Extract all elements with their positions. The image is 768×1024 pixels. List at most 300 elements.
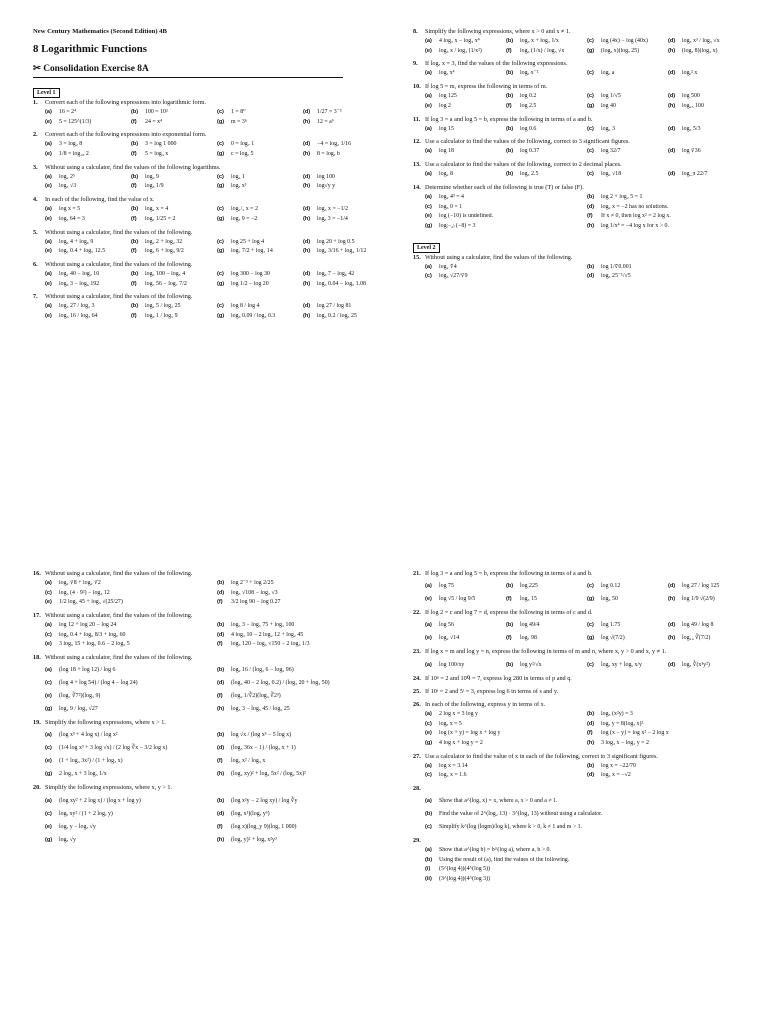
question-part <box>506 38 587 46</box>
question-part <box>587 213 749 221</box>
part-expression: log₂ ∜4 <box>439 263 457 270</box>
part-expression: log 0.6 <box>520 125 537 132</box>
question-number: 8. <box>413 28 418 35</box>
question-part <box>587 264 749 272</box>
part-label: (g) <box>217 118 225 125</box>
question-part <box>425 796 749 806</box>
question-part <box>587 581 668 591</box>
part-expression: log₅ x = −√2 <box>601 772 631 779</box>
question-18 <box>33 654 389 714</box>
question-part <box>425 581 506 591</box>
question-number: 4. <box>33 196 38 204</box>
part-expression: m = 3ⁿ <box>231 118 247 125</box>
part-expression: log₅ 0.2 / log₅ 25 <box>317 312 357 319</box>
part-expression: log 0.12 <box>601 583 621 590</box>
question-header <box>413 83 749 91</box>
part-label: (a) <box>425 622 432 629</box>
question-list <box>33 570 389 845</box>
question-29 <box>413 837 749 884</box>
question-header <box>413 753 749 761</box>
question-parts <box>425 169 749 179</box>
part-label: (b) <box>425 856 433 863</box>
question-part <box>425 876 749 884</box>
column-bottom-right <box>413 512 749 1024</box>
part-label: (d) <box>303 303 311 310</box>
question-part <box>668 70 749 78</box>
part-expression: log 12 + log 20 − log 24 <box>59 621 117 628</box>
part-expression: log₃ 50 <box>601 596 618 603</box>
question-header <box>413 60 749 68</box>
part-label: (d) <box>668 93 676 100</box>
question-number: 16. <box>33 570 41 577</box>
question-text: Simplify the following expressions, where x > 1. <box>45 719 166 727</box>
question-parts <box>425 262 749 281</box>
part-label: (b) <box>506 93 514 100</box>
question-part <box>45 704 217 714</box>
part-label: (a) <box>425 125 432 132</box>
part-expression: log 2⁻³ + log 2/25 <box>231 580 274 586</box>
part-label: (b) <box>506 171 514 178</box>
part-label: (c) <box>45 745 52 752</box>
question-text: If 10ˢ = 2 and 5ᵗ = 3, express log 6 in terms of s and y. <box>425 687 559 695</box>
part-expression: log₅ 0.04 − log₅ 1.08 <box>317 280 366 287</box>
divider <box>33 77 343 78</box>
question-part <box>506 581 587 591</box>
question-text <box>425 837 749 845</box>
part-expression: log₇ 7/2 + log₇ 14 <box>231 248 273 255</box>
question-part <box>303 119 389 127</box>
part-expression: log 15 <box>439 125 454 132</box>
part-label: (d) <box>668 583 676 590</box>
question-part <box>45 756 217 766</box>
part-expression: log 100 <box>317 173 335 180</box>
exercise-title: ✂ Consolidation Exercise 8A <box>33 64 149 74</box>
question-part <box>303 183 389 191</box>
question-part <box>45 303 131 311</box>
question-part <box>45 678 217 688</box>
question-part <box>217 151 303 159</box>
question-part <box>217 835 389 845</box>
question-part <box>425 866 749 874</box>
part-expression: log₃ 27 / log₂ 3 <box>59 303 95 310</box>
part-label: (c) <box>587 622 594 629</box>
question-part <box>506 148 587 156</box>
part-expression: log₃ 16 / log₃ 64 <box>59 312 98 319</box>
question-part <box>303 206 389 214</box>
part-expression: log₅ 0.4 + log₅ 12.5 <box>59 248 106 255</box>
question-part <box>45 183 131 191</box>
part-expression: log 49 / log 8 <box>682 622 714 629</box>
part-label: (b) <box>131 173 139 180</box>
question-text: If log 5 = m, express the following in terms of m. <box>425 83 548 91</box>
question-part <box>45 691 217 701</box>
part-expression: log 40 <box>601 102 616 109</box>
question-text: Without using a calculator, find the values of the following. <box>425 253 573 261</box>
question-number: 3. <box>33 163 38 171</box>
question-10 <box>413 83 749 110</box>
part-label: (a) <box>425 148 432 155</box>
part-expression: (logₓ 8)(log₂ x) <box>682 47 718 54</box>
part-expression: 24 = x⁴ <box>145 118 163 125</box>
question-part <box>131 281 217 289</box>
part-label: (e) <box>45 823 52 830</box>
part-expression: log ∛36 <box>682 148 701 155</box>
question-9 <box>413 60 749 78</box>
book-title: New Century Mathematics (Second Edition) 4B <box>33 28 167 35</box>
part-expression: 8 = logₐ b <box>317 150 340 157</box>
question-part <box>425 126 506 134</box>
question-6 <box>33 261 389 288</box>
part-expression: log (x + y) = log x + log y <box>439 730 501 737</box>
question-part <box>45 665 217 675</box>
part-expression: log₇ 98 <box>520 635 537 642</box>
part-expression: log₆ 7 − log₆ 42 <box>317 270 355 277</box>
question-part <box>587 633 668 643</box>
part-expression: log 1/x⁴ = −4 log x for x > 0. <box>601 222 669 229</box>
part-expression: 0 = log₇ 1 <box>231 141 255 148</box>
question-part <box>45 622 217 630</box>
question-part <box>45 239 131 247</box>
question-part <box>587 730 749 738</box>
part-label: (e) <box>425 635 432 642</box>
part-expression: logₓ 3 = −1/4 <box>317 215 348 222</box>
part-label: (b) <box>217 667 225 674</box>
part-label: (h) <box>303 248 311 255</box>
part-expression: log₃ 6 + log₃ 9/2 <box>145 248 184 255</box>
question-part <box>45 206 131 214</box>
part-label: (a) <box>45 270 52 277</box>
question-part <box>425 48 506 56</box>
part-label: (d) <box>668 171 676 178</box>
question-14 <box>413 184 749 231</box>
question-header <box>33 229 389 237</box>
part-expression: logₓ 1/25 = 2 <box>145 215 176 222</box>
question-part <box>217 822 389 832</box>
question-number: 18. <box>33 653 41 661</box>
question-part <box>587 772 749 780</box>
question-part <box>668 38 749 46</box>
question-part <box>425 171 506 179</box>
part-label: (a) <box>45 173 52 180</box>
part-label: (b) <box>425 811 433 818</box>
question-number: 20. <box>33 784 41 792</box>
part-expression: 3 = log₂ 8 <box>59 141 83 148</box>
part-label: (h) <box>668 47 676 54</box>
part-expression: log₂ ∛8 + log₂ ∛2 <box>59 580 101 586</box>
part-expression: logᵧ xy² / (1 + 2 logᵧ y) <box>59 810 113 817</box>
part-label: (a) <box>425 711 432 718</box>
question-27 <box>413 753 749 780</box>
part-expression: log₅ x = 1.6 <box>439 772 467 779</box>
part-expression: log 225 <box>520 583 538 590</box>
question-part <box>587 204 749 212</box>
part-expression: log₁₄ ∛(7/2) <box>682 635 711 642</box>
page-bottom <box>0 512 768 1024</box>
question-text: Determine whether each of the following is true (T) or false (F). <box>425 183 584 191</box>
question-parts <box>425 709 749 747</box>
part-label: (b) <box>506 583 514 590</box>
part-expression: log 49/4 <box>520 622 540 629</box>
part-label: (f) <box>587 213 593 220</box>
question-part <box>45 796 217 806</box>
part-expression: logₓ ∛(x³y²) <box>682 661 710 668</box>
part-expression: log√y y <box>317 183 336 190</box>
question-number: 1. <box>33 99 38 106</box>
question-parts <box>45 662 389 714</box>
part-expression: log (−10) is undefined. <box>439 213 494 220</box>
question-part <box>587 740 749 748</box>
question-part <box>506 660 587 670</box>
question-15 <box>413 254 749 281</box>
question-part <box>668 171 749 179</box>
question-part <box>587 273 749 281</box>
question-part <box>506 594 587 604</box>
question-part <box>303 216 389 224</box>
part-expression: log₂ x = −2 has no solutions. <box>601 203 669 210</box>
part-label: (a) <box>425 661 432 668</box>
question-part <box>587 763 749 771</box>
part-expression: log₃ (1/x) / log₃ √x <box>520 47 565 54</box>
question-part <box>425 857 749 865</box>
part-label: (h) <box>303 150 311 157</box>
part-label: (a) <box>425 193 432 200</box>
question-part <box>506 70 587 78</box>
question-part <box>425 38 506 46</box>
question-part <box>303 313 389 321</box>
question-header <box>33 570 389 578</box>
question-parts <box>425 36 749 55</box>
part-label: (a) <box>45 141 52 148</box>
part-label: (h) <box>303 312 311 319</box>
part-label: (h) <box>303 183 311 190</box>
part-label: (d) <box>217 745 225 752</box>
part-expression: log₅ 3 − log₅ 75 + log₅ 100 <box>231 621 295 628</box>
part-label: (f) <box>131 118 137 125</box>
question-parts <box>425 192 749 230</box>
part-expression: log 1/2 − log 20 <box>231 280 269 287</box>
part-label: (d) <box>587 273 595 280</box>
question-part <box>425 70 506 78</box>
part-label: (e) <box>425 730 432 737</box>
part-expression: 12 = aᵇ <box>317 118 334 125</box>
part-expression: log₂ 16 / (log₂ 6 − log₂ 96) <box>231 667 294 674</box>
part-expression: log₆ 3 − log₆ 192 <box>59 280 100 287</box>
question-part <box>425 721 587 729</box>
part-expression: log 0.37 <box>520 148 540 155</box>
question-part <box>587 93 668 101</box>
question-part <box>425 194 587 202</box>
part-expression: log₂ 2⁵ <box>59 173 76 180</box>
question-part <box>45 141 131 149</box>
part-label: (g) <box>45 771 53 778</box>
part-expression: Using the result of (a), find the values of the following. <box>439 856 570 863</box>
part-expression: (3^(log 4))(4^(log 3)) <box>439 875 491 882</box>
part-label: (d) <box>587 203 595 210</box>
question-part <box>217 313 303 321</box>
part-label: (g) <box>217 183 225 190</box>
part-expression: −4 = log₂ 1/16 <box>317 141 352 148</box>
question-part <box>506 633 587 643</box>
part-label: (h) <box>303 118 311 125</box>
part-expression: 4 log₂ 10 − 2 log₂ 12 + log₂ 45 <box>231 631 304 638</box>
part-expression: log √5 / log 9/5 <box>439 596 476 603</box>
part-expression: 1/8 = log₁₆ 2 <box>59 150 89 157</box>
part-expression: 5 = 125^(1/3) <box>59 118 92 125</box>
part-label: (f) <box>131 183 137 190</box>
part-label: (e) <box>45 215 52 222</box>
question-text: Use a calculator to find the value of x in each of the following, correct to 3 significant figures. <box>425 752 658 760</box>
part-label: (g) <box>45 836 53 843</box>
part-label: (b) <box>131 238 139 245</box>
question-number: 24. <box>413 674 421 682</box>
part-expression: (log₃ 40 − 2 log₃ 0.2) / (log₃ 20 + log₃ 50) <box>231 680 330 687</box>
part-expression: log₃ √27/∛9 <box>439 273 468 280</box>
part-label: (f) <box>587 730 593 737</box>
part-expression: log₂ 40 − log₂ 10 <box>59 270 100 277</box>
part-expression: log 2 <box>439 102 451 109</box>
part-expression: log 2.5 <box>520 102 537 109</box>
question-part <box>45 809 217 819</box>
question-number: 2. <box>33 131 38 139</box>
part-label: (d) <box>303 206 311 213</box>
question-part <box>587 70 668 78</box>
part-expression: log 25 + log 4 <box>231 238 265 245</box>
part-expression: logₓ x³ <box>231 183 247 190</box>
question-parts <box>425 793 749 832</box>
part-expression: log 1/∜0.001 <box>601 263 632 270</box>
part-label: (e) <box>45 312 52 319</box>
question-text: Simplify the following expressions, where x > 0 and x ≠ 1. <box>425 28 571 35</box>
question-part <box>425 847 749 855</box>
part-label: (e) <box>45 758 52 765</box>
part-label: (h) <box>668 635 676 642</box>
part-label: (b) <box>217 797 225 804</box>
part-expression: log₄ 1 <box>231 173 245 180</box>
part-expression: 3 log₂ x − log₂ y = 2 <box>601 739 649 746</box>
part-label: (c) <box>45 680 52 687</box>
question-part <box>303 109 389 117</box>
question-4 <box>33 196 389 223</box>
part-expression: (5^(log 4))(4^(log 5)) <box>439 866 491 873</box>
part-expression: log₃ 2.5 <box>520 171 539 178</box>
part-expression: log₃ 9 <box>145 173 159 180</box>
part-label: (e) <box>425 47 432 54</box>
part-expression: (logᵧ x²)(logₓ y³) <box>231 810 270 817</box>
question-part <box>303 271 389 279</box>
question-part <box>425 660 506 670</box>
question-part <box>506 48 587 56</box>
part-label: (d) <box>303 270 311 277</box>
part-label: (a) <box>45 621 52 628</box>
question-text: Without using a calculator, find the values of the following. <box>45 653 193 661</box>
question-part <box>217 183 303 191</box>
question-part <box>587 171 668 179</box>
part-expression: log x = −22/70 <box>601 762 636 769</box>
question-part <box>587 594 668 604</box>
question-parts <box>45 107 389 126</box>
part-label: (d) <box>587 720 595 727</box>
question-text: Without using a calculator, find the values of the following. <box>45 228 193 236</box>
part-label: (d) <box>217 680 225 687</box>
question-part <box>217 248 303 256</box>
part-label: (b) <box>217 732 225 739</box>
part-label: (g) <box>45 706 53 713</box>
question-part <box>131 206 217 214</box>
question-part <box>131 271 217 279</box>
question-part <box>425 213 587 221</box>
part-label: (c) <box>587 125 594 132</box>
part-label: (b) <box>131 270 139 277</box>
part-label: (d) <box>303 109 311 115</box>
question-part <box>587 194 749 202</box>
part-expression: log 100/xy <box>439 661 465 668</box>
question-part <box>303 239 389 247</box>
part-label: (c) <box>425 273 432 280</box>
part-expression: log y²/√x <box>520 661 542 668</box>
question-part <box>425 223 587 231</box>
part-expression: log 75 <box>439 583 454 590</box>
question-part <box>217 632 389 640</box>
question-part <box>425 763 587 771</box>
part-label: (b) <box>131 109 139 115</box>
question-text: Without using a calculator, find the values of the following. <box>45 570 193 577</box>
part-expression: logₐ² x <box>682 70 698 77</box>
part-expression: log₄ 3/16 + log₄ 1/12 <box>317 248 367 255</box>
question-8 <box>413 28 749 55</box>
part-label: (c) <box>425 824 432 831</box>
question-number: 17. <box>33 611 41 619</box>
question-24 <box>413 675 749 683</box>
part-expression: log₃ 1 / log₅ 9 <box>145 312 178 319</box>
question-text: In each of the following, express y in terms of x. <box>425 701 546 709</box>
question-part <box>303 248 389 256</box>
part-expression: log₃ √108 − log₃ √3 <box>231 589 278 596</box>
part-expression: 100 = 10² <box>145 109 168 115</box>
question-part <box>45 730 217 740</box>
question-header <box>413 837 749 845</box>
question-number: 7. <box>33 293 38 301</box>
part-label: (g) <box>587 635 595 642</box>
part-expression: Find the value of 2^(log₂ 13) · 3^(log₃ 13) without using a calculator. <box>439 811 603 818</box>
part-label: (g) <box>425 739 433 746</box>
part-label: (c) <box>425 772 432 779</box>
part-label: (d) <box>217 589 225 596</box>
part-expression: log 20 + log 0.5 <box>317 238 355 245</box>
part-label: (a) <box>425 38 432 44</box>
question-parts <box>425 578 749 604</box>
part-label: (h) <box>217 706 225 713</box>
part-label: (c) <box>587 38 594 44</box>
part-label: (g) <box>587 596 595 603</box>
part-label: (h) <box>668 102 676 109</box>
question-header <box>413 28 749 36</box>
question-part <box>217 691 389 701</box>
question-part <box>131 239 217 247</box>
part-label: (c) <box>587 148 594 155</box>
part-label: (e) <box>45 248 52 255</box>
question-text: Convert each of the following expressions into exponential form. <box>45 131 207 139</box>
part-label: (f) <box>131 248 137 255</box>
question-part <box>217 271 303 279</box>
question-number: 29. <box>413 837 421 845</box>
level-1-badge: Level 1 <box>33 88 60 98</box>
part-label: (c) <box>217 173 224 180</box>
question-number: 10. <box>413 83 421 91</box>
question-part <box>587 38 668 46</box>
question-part <box>587 223 749 231</box>
question-22 <box>413 609 749 643</box>
question-parts <box>45 140 389 159</box>
